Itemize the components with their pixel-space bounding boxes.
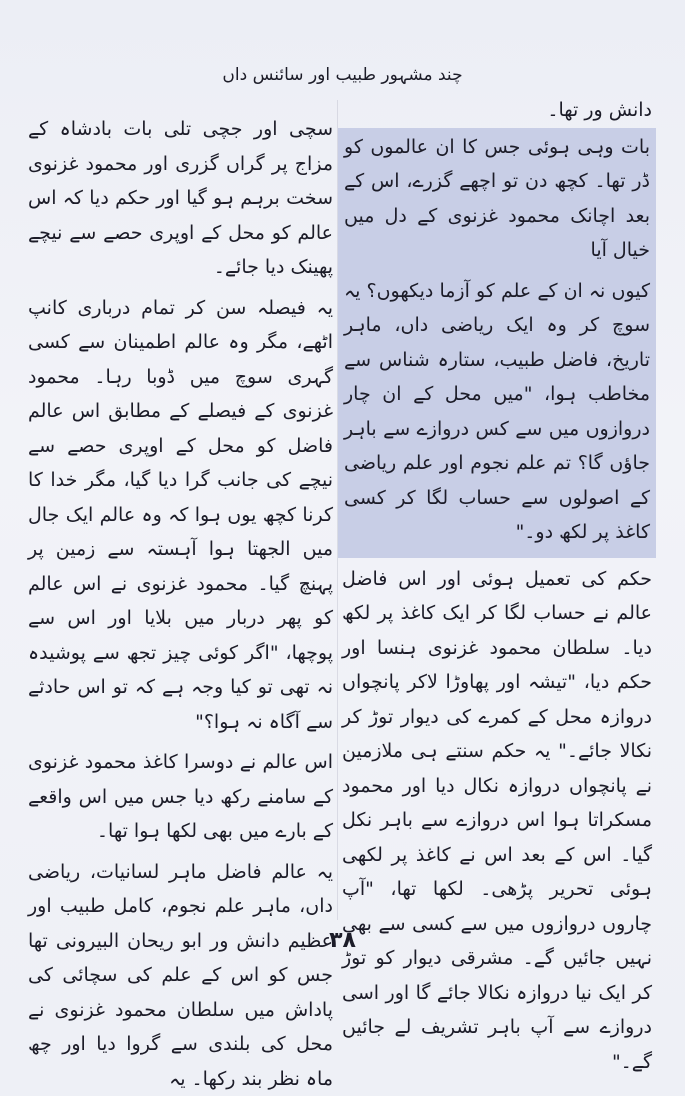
page-number: ۳۸ (0, 928, 685, 953)
paragraph: بات وہی ہوئی جس کا ان عالموں کو ڈر تھا۔ کچھ دن تو اچھے گزرے، اس کے بعد اچانک محمود غزنوی کے دل میں خیال آیا (344, 130, 650, 268)
paragraph: یہ عالم فاضل ماہر لسانیات، ریاضی داں، ماہر علم نجوم، کامل طبیب اور عظیم دانش ور ابو ریحان البیرونی تھا جس کو اس کے علم کی سچائی کی پاداش میں سلطان محمود غزنوی نے محل کی بلندی سے گروا دیا اور چھ ماہ نظر بند رکھا۔ یہ (28, 855, 333, 1096)
paragraph: دانش ور تھا۔ (342, 93, 652, 128)
highlighted-passage (338, 128, 656, 558)
paragraph: کیوں نہ ان کے علم کو آزما دیکھوں؟ یہ سوچ کر وہ ایک ریاضی داں، ماہر تاریخ، فاضل طبیب، ستارہ شناس سے مخاطب ہوا، "میں محل کے ان چار دروازوں میں سے کس دروازے سے باہر جاؤں گا؟ تم علم نجوم اور علم ریاضی کے اصولوں سے حساب لگا کر کسی کاغذ پر لکھ دو۔" (344, 274, 650, 550)
paragraph: حکم کی تعمیل ہوئی اور اس فاضل عالم نے حساب لگا کر ایک کاغذ پر لکھ دیا۔ سلطان محمود غزنوی ہنسا اور حکم دیا، "تیشہ اور پھاوڑا لاکر پانچواں دروازہ محل کے کمرے کی دیوار توڑ کر نکالا جائے۔" یہ حکم سنتے ہی ملازمین نے پانچواں دروازہ نکال دیا اور محمود مسکراتا ہوا اس دروازے سے باہر نکل گیا۔ اس کے بعد اس نے کاغذ پر لکھی ہوئی تحریر پڑھی۔ لکھا تھا، "آپ چاروں دروازوں میں سے کسی سے بھی نہیں جائیں گے۔ مشرقی دیوار کو توڑ کر ایک نیا دروازہ نکالا جائے گا اور اسی دروازے سے آپ باہر تشریف لے جائیں گے۔" (342, 562, 652, 1080)
column-divider (337, 100, 338, 920)
paragraph: سچی اور جچی تلی بات بادشاہ کے مزاج پر گراں گزری اور محمود غزنوی سخت برہم ہو گیا اور حکم دیا کہ اس عالم کو محل کے اوپری حصے سے نیچے پھینک دیا جائے۔ (28, 112, 333, 285)
paragraph: اس عالم نے دوسرا کاغذ محمود غزنوی کے سامنے رکھ دیا جس میں اس واقعے کے بارے میں بھی لکھا ہوا تھا۔ (28, 745, 333, 849)
running-title: چند مشہور طبیب اور سائنس داں (0, 64, 685, 85)
paragraph: یہ فیصلہ سن کر تمام درباری کانپ اٹھے، مگر وہ عالم اطمینان سے کسی گہری سوچ میں ڈوبا رہا۔ محمود غزنوی کے فیصلے کے مطابق اس عالم فاضل کو محل کے اوپری حصے سے نیچے کی جانب گرا دیا گیا، مگر خدا کا کرنا کچھ یوں ہوا کہ وہ عالم ایک جال میں الجھتا ہوا آہستہ سے زمین پر پہنچ گیا۔ محمود غزنوی نے اس عالم کو پھر دربار میں بلایا اور اس سے پوچھا، "اگر کوئی چیز تجھ سے پوشیدہ نہ تھی تو کیا وجہ ہے کہ تو اس حادثے سے آگاہ نہ ہوا؟" (28, 291, 333, 740)
